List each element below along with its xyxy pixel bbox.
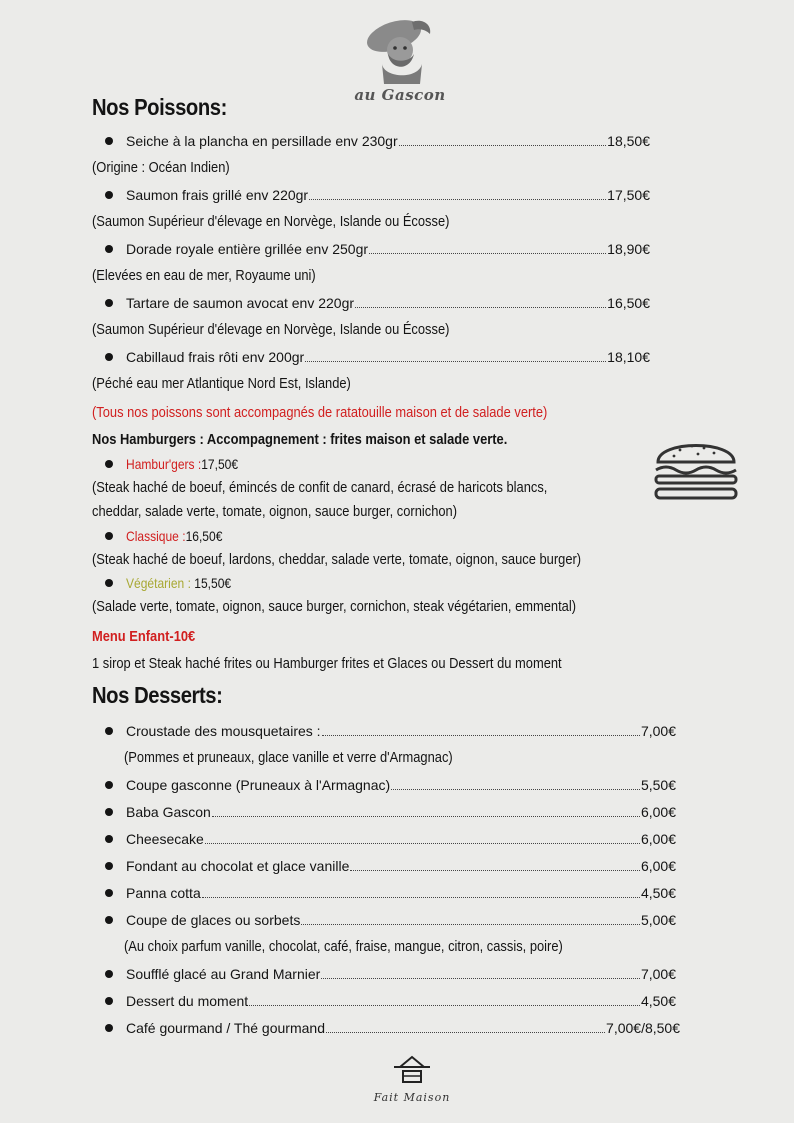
bullet-icon <box>105 299 113 307</box>
burger-item-price: 16,50€ <box>185 528 223 544</box>
burger-item-line <box>126 526 222 546</box>
dessert-item <box>126 883 676 903</box>
burger-item <box>126 526 238 546</box>
burger-desc <box>92 502 516 522</box>
burger-item-price: 17,50€ <box>201 456 239 472</box>
dessert-item-price: 4,50€ <box>640 993 676 1009</box>
dessert-item-price: 6,00€ <box>640 858 676 874</box>
dessert-item-price: 7,00€ <box>640 723 676 739</box>
dessert-item-price: 5,00€ <box>640 912 676 928</box>
poisson-item-price: 18,50€ <box>607 133 650 149</box>
bullet-icon <box>105 579 113 587</box>
poisson-item <box>126 131 650 151</box>
poisson-item-name: Dorade royale entière grillée env 250gr <box>126 241 369 257</box>
poisson-item <box>126 293 650 313</box>
house-icon <box>392 1054 432 1084</box>
burger-desc <box>92 550 661 570</box>
menu-enfant-desc <box>92 654 638 674</box>
fait-maison-badge <box>360 1054 464 1104</box>
poisson-item-price: 18,90€ <box>607 241 650 257</box>
poisson-item-name: Tartare de saumon avocat env 220gr <box>126 295 355 311</box>
bullet-icon <box>105 862 113 870</box>
dotted-leader <box>202 896 640 898</box>
dessert-item <box>126 1018 680 1038</box>
dessert-note <box>124 937 634 957</box>
burger-desc <box>92 478 621 498</box>
dessert-item-name: Café gourmand / Thé gourmand <box>126 1020 325 1036</box>
dessert-item-name: Croustade des mousquetaires : <box>126 723 321 739</box>
dessert-item-name: Panna cotta <box>126 885 201 901</box>
poisson-note-text: (Saumon Supérieur d'élevage en Norvège, Islande ou Écosse) <box>92 321 450 338</box>
poisson-item-price: 17,50€ <box>607 187 650 203</box>
fait-maison-text: Fait Maison <box>373 1091 451 1104</box>
poisson-note <box>92 158 252 178</box>
bullet-icon <box>105 808 113 816</box>
dessert-item <box>126 829 676 849</box>
poisson-note <box>92 374 393 394</box>
bullet-icon <box>105 245 113 253</box>
poisson-item <box>126 239 650 259</box>
poisson-item <box>126 185 650 205</box>
burger-desc-text: cheddar, salade verte, tomate, oignon, sauce burger, cornichon) <box>92 503 458 520</box>
dessert-item-price: 6,00€ <box>640 804 676 820</box>
bullet-icon <box>105 781 113 789</box>
dessert-item-price: 4,50€ <box>640 885 676 901</box>
poisson-item <box>126 347 650 367</box>
poisson-note <box>92 320 508 340</box>
restaurant-logo <box>340 14 460 110</box>
burger-item-line <box>126 573 231 593</box>
burger-desc <box>92 597 655 617</box>
burger-item-name: Hambur'gers : <box>126 456 202 472</box>
bullet-icon <box>105 916 113 924</box>
bullet-icon <box>105 353 113 361</box>
burger-item-name: Classique : <box>126 528 186 544</box>
poisson-note-text: (Origine : Océan Indien) <box>92 159 230 176</box>
dotted-leader <box>305 360 606 362</box>
bullet-icon <box>105 889 113 897</box>
poisson-note <box>92 212 508 232</box>
dotted-leader <box>249 1004 640 1006</box>
dotted-leader <box>326 1031 605 1033</box>
dessert-item <box>126 802 676 822</box>
burger-item <box>126 454 256 474</box>
dotted-leader <box>301 923 640 925</box>
dotted-leader <box>369 252 606 254</box>
dessert-item <box>126 775 676 795</box>
hamburgers-title-text: Nos Hamburgers : Accompagnement : frites maison et salade verte. <box>92 431 508 448</box>
bullet-icon <box>105 727 113 735</box>
bullet-icon <box>105 970 113 978</box>
poisson-note-text: (Elevées en eau de mer, Royaume uni) <box>92 267 316 284</box>
section-title-desserts: Nos Desserts: <box>92 682 223 708</box>
section-title-poissons: Nos Poissons: <box>92 94 227 120</box>
logo-text: au Gascon <box>354 86 446 104</box>
dessert-item-name: Coupe gasconne (Pruneaux à l'Armagnac) <box>126 777 391 793</box>
burger-desc-text: (Salade verte, tomate, oignon, sauce burger, cornichon, steak végétarien, emmental) <box>92 598 577 615</box>
burger-icon <box>652 432 740 504</box>
musketeer-icon <box>360 14 440 86</box>
dessert-item-name: Baba Gascon <box>126 804 211 820</box>
dessert-item-name: Soufflé glacé au Grand Marnier <box>126 966 321 982</box>
menu-enfant-title-text: Menu Enfant-10€ <box>92 628 196 645</box>
poissons-footer-note <box>92 403 621 423</box>
dotted-leader <box>355 306 606 308</box>
dotted-leader <box>205 842 640 844</box>
dotted-leader <box>321 977 640 979</box>
bullet-icon <box>105 191 113 199</box>
burger-desc-text: (Steak haché de boeuf, émincés de confit de canard, écrasé de haricots blancs, <box>92 479 548 496</box>
poisson-item-price: 18,10€ <box>607 349 650 365</box>
dotted-leader <box>350 869 640 871</box>
burger-item-name: Végétarien : <box>126 575 191 591</box>
dessert-item-name: Coupe de glaces ou sorbets <box>126 912 301 928</box>
poisson-note <box>92 266 352 286</box>
bullet-icon <box>105 997 113 1005</box>
dessert-item <box>126 856 676 876</box>
dotted-leader <box>322 734 640 736</box>
burger-item <box>126 573 248 593</box>
poisson-item-name: Seiche à la plancha en persillade env 230gr <box>126 133 398 149</box>
section-title-hamburgers <box>92 430 575 450</box>
dotted-leader <box>391 788 640 790</box>
bullet-icon <box>105 532 113 540</box>
dotted-leader <box>212 815 640 817</box>
poissons-footer-note-text: (Tous nos poissons sont accompagnés de ratatouille maison et de salade verte) <box>92 404 548 421</box>
dessert-item-price: 7,00€ <box>640 966 676 982</box>
dessert-note <box>124 748 506 768</box>
dessert-item <box>126 721 676 741</box>
dessert-item-price: 6,00€ <box>640 831 676 847</box>
dessert-item-name: Fondant au chocolat et glace vanille <box>126 858 350 874</box>
poisson-item-price: 16,50€ <box>607 295 650 311</box>
dessert-item <box>126 910 676 930</box>
bullet-icon <box>105 835 113 843</box>
dessert-note-text: (Pommes et pruneaux, glace vanille et verre d'Armagnac) <box>124 749 453 766</box>
burger-item-line <box>126 454 238 474</box>
menu-enfant-title <box>92 627 212 647</box>
dotted-leader <box>399 144 607 146</box>
burger-desc-text: (Steak haché de boeuf, lardons, cheddar, salade verte, tomate, oignon, sauce burger) <box>92 551 582 568</box>
bullet-icon <box>105 460 113 468</box>
dessert-item <box>126 964 676 984</box>
poisson-item-name: Cabillaud frais rôti env 200gr <box>126 349 305 365</box>
poisson-note-text: (Péché eau mer Atlantique Nord Est, Islande) <box>92 375 351 392</box>
bullet-icon <box>105 137 113 145</box>
menu-enfant-desc-text: 1 sirop et Steak haché frites ou Hamburger frites et Glaces ou Dessert du moment <box>92 655 562 672</box>
dessert-item-name: Dessert du moment <box>126 993 249 1009</box>
dessert-item-price: 7,00€/8,50€ <box>606 1020 680 1036</box>
bullet-icon <box>105 1024 113 1032</box>
poisson-note-text: (Saumon Supérieur d'élevage en Norvège, Islande ou Écosse) <box>92 213 450 230</box>
dessert-item <box>126 991 676 1011</box>
dotted-leader <box>309 198 606 200</box>
dessert-item-name: Cheesecake <box>126 831 204 847</box>
dessert-item-price: 5,50€ <box>640 777 676 793</box>
poisson-item-name: Saumon frais grillé env 220gr <box>126 187 309 203</box>
burger-item-price: 15,50€ <box>190 575 232 591</box>
dessert-note-text: (Au choix parfum vanille, chocolat, café, fraise, mangue, citron, cassis, poire) <box>124 938 563 955</box>
